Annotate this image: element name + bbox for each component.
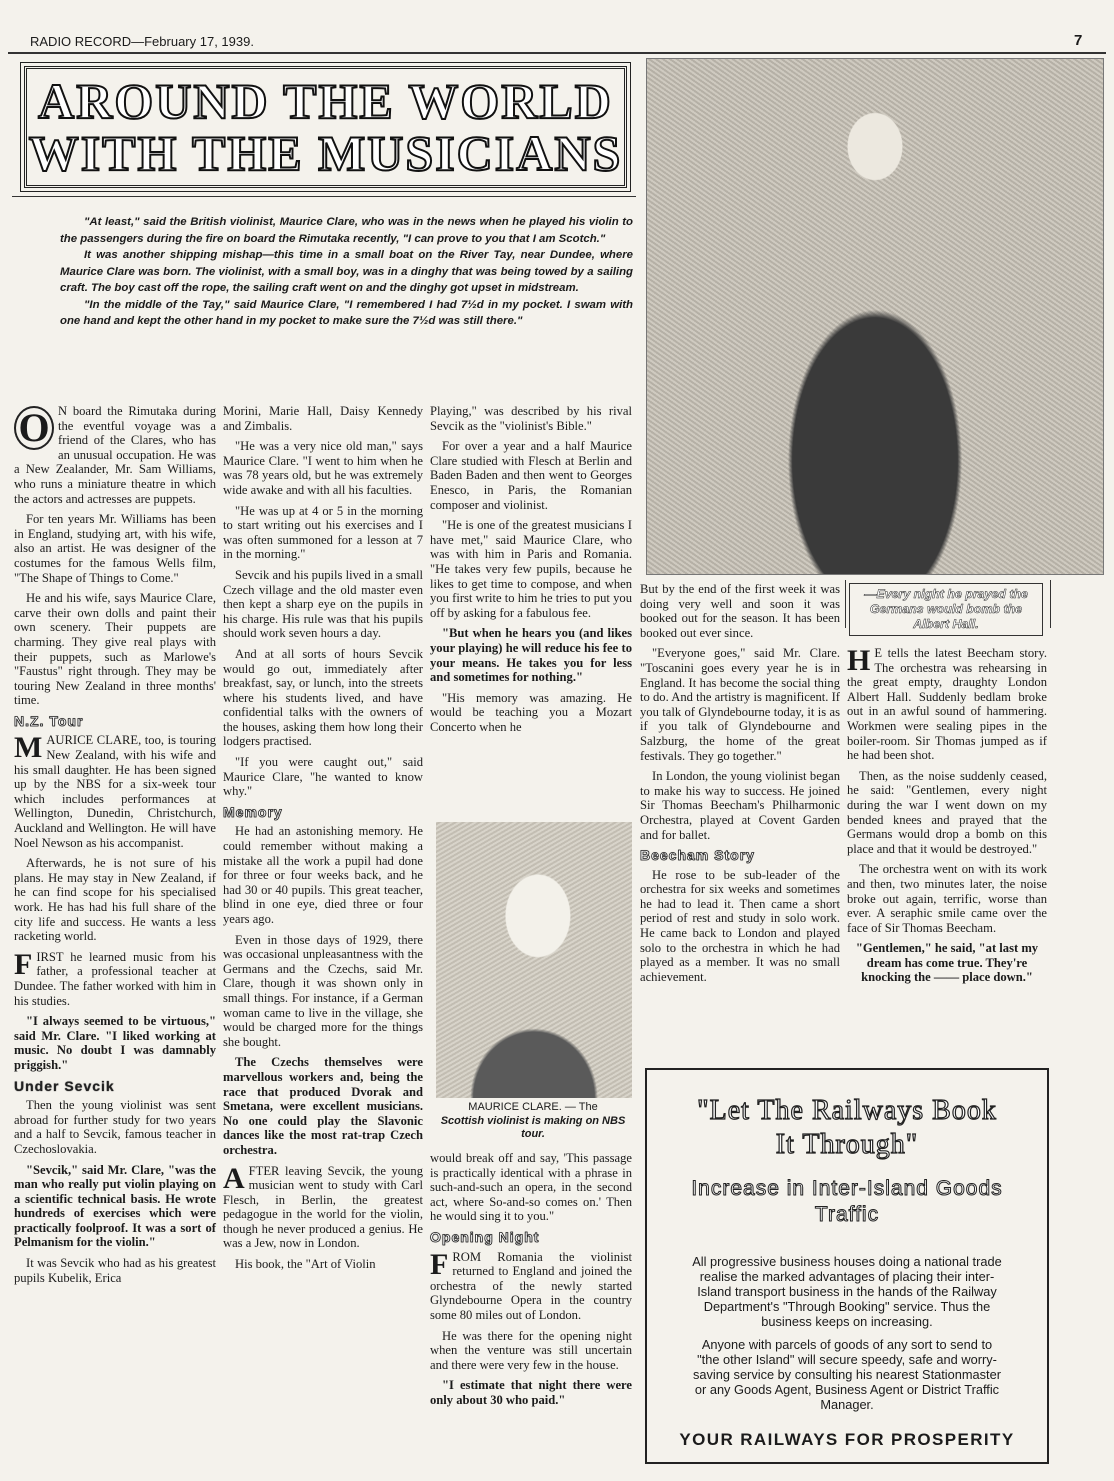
column-1: [14, 404, 216, 1291]
paragraph: In London, the young violinist began to make his way to success. He joined Sir Thomas Beecham's Philharmonic Orchestra, played at Covent Garden and for ballet.: [640, 769, 840, 842]
paragraph: Then, as the noise suddenly ceased, he said: "Gentlemen, every night during the war I went down on my bended knees and prayed that the Germans would drop a bomb on this place and that it would be destroyed.": [847, 768, 1047, 856]
paragraph-text: E tells the latest Beecham story. The orchestra was rehearsing in the great empty, draughty London Albert Hall. Suddenly bedlam broke out in an awful sound of hammering. Workmen were sealing pipes in the boiler-room. Sir Thomas jumped as if he had been shot.: [847, 646, 1047, 763]
paragraph: [847, 646, 1047, 763]
page-number: 7: [1074, 32, 1083, 49]
paragraph: Even in those days of 1929, there was occasional unpleasantness with the Germans and the Czechs, said Mr. Clare, though it was shown only in small things. For instance, if a German woman came to live in the village, she would be charged more for the things she bought.: [223, 932, 423, 1049]
paragraph: "I estimate that night there were only about 30 who paid.": [430, 1378, 632, 1407]
paragraph-text: ROM Romania the violinist returned to England and joined the orchestra of the newly started Glyndebourne Opera in the country some 80 miles out of London.: [430, 1249, 632, 1322]
paragraph-text: AURICE CLARE, too, is touring New Zealand, with his wife and his small daughter. He has been signed up by the NBS for a six-week tour which includes performances at Wellington, Dunedin, Christchurch, Auckland and Wellington. He will have Noel Newson as his accompanist.: [14, 733, 216, 850]
subheading-nz-tour: N.Z. Tour: [14, 712, 84, 729]
paragraph: "Sevcik," said Mr. Clare, "was the man who really put violin playing on a scientific technical basis. He wrote hundreds of exercises which were practically foolproof. It was a sort of Pelmanism for the violin.": [14, 1162, 216, 1250]
paragraph: The orchestra went on with its work and then, two minutes later, the noise broke out again, terrific, worse than ever. A seraphic smile came over the face of Sir Thomas Beecham.: [847, 862, 1047, 935]
paragraph: Afterwards, he is not sure of his plans. He may stay in New Zealand, if he can find scope for his specialised work. He has had his full share of the city life and success. He wants a less racketing world.: [14, 856, 216, 944]
drop-cap: H: [847, 644, 871, 677]
headline-box: [24, 66, 627, 188]
paragraph: It was Sevcik who had as his greatest pupils Kubelik, Erica: [14, 1256, 216, 1285]
caption-line: MAURICE CLARE. — The: [468, 1101, 598, 1113]
paragraph: "I always seemed to be virtuous," said Mr. Clare. "I liked working at music. No doubt I was damnably priggish.": [14, 1014, 216, 1072]
paragraph: His book, the "Art of Violin: [235, 1257, 376, 1272]
ad-subheading-line-2: Traffic: [814, 1203, 880, 1226]
subheading-under-sevcik: Under Sevcik: [14, 1077, 115, 1094]
drop-cap: A: [223, 1161, 245, 1195]
ad-headline-line-1: "Let The Railways Book: [697, 1095, 997, 1126]
column-divider: [1050, 580, 1051, 628]
drop-cap: F: [430, 1247, 449, 1281]
intro-paragraph: It was another shipping mishap—this time in a small boat on the River Tay, near Dundee, where Maurice Clare was born. The violinist, with a small boy, was in a dinghy that was being towed by a sailing craft. The boy cast off the rope, the sailing craft went on and the dinghy got upset in midstream.: [60, 249, 633, 294]
paragraph-text: N board the Rimutaka during the eventful voyage was a friend of the Clares, who has an unusual occupation. He was a New Zealander, Mr. Sam Williams, who runs a miniature theatre in which the actors and actresses are puppets.: [14, 404, 216, 506]
paragraph-text: IRST he learned music from his father, a professional teacher at Dundee. The father worked with him in his studies.: [14, 949, 216, 1008]
photo-portrait-man: [646, 58, 1104, 575]
paragraph-text: FTER leaving Sevcik, the young musician went to study with Carl Flesch, in Berlin, the greatest pedagogue in the world for the violin, though he never produced a genius. He was a Jew, now in London.: [223, 1163, 423, 1251]
railways-advertisement: [645, 1068, 1049, 1464]
paragraph: "His memory was amazing. He would be teaching you a Mozart Concerto when he: [430, 690, 632, 734]
ad-headline-line-2: It Through": [775, 1129, 919, 1160]
paragraph: would break off and say, 'This passage is practically identical with a phrase in such-and-such an opera, in the second act, where So-and-so comes on.' Then he would sing it to you.": [430, 1151, 632, 1224]
drop-cap: M: [14, 731, 43, 765]
column-5: [847, 646, 1047, 991]
photo-caption: [432, 1101, 634, 1142]
subheading-memory: Memory: [223, 803, 283, 820]
paragraph: The Czechs themselves were marvellous workers and, being the race that produced Dvorak and Smetana, were excellent musicians. No one could play the Slavonic dances like the most rat-trap Czech orchestra.: [223, 1055, 423, 1157]
paragraph: "If you were caught out," said Maurice Clare, "he wanted to know why.": [223, 755, 423, 799]
intro-paragraph: "At least," said the British violinist, Maurice Clare, who was in the news when he played his violin to the passengers during the fire on board the Rimutaka recently, "I can prove to you that I am Scotch.": [60, 216, 633, 245]
ad-paragraph: Anyone with parcels of goods of any sort to send to "the other Island" will secure speedy, safe and worry-saving service by consulting his nearest Stationmaster or any Goods Agent, Business Agent or District Traffic Manager.: [693, 1337, 1001, 1412]
headline-line-1: AROUND THE WORLD: [38, 73, 613, 129]
paragraph: He was there for the opening night when the venture was still uncertain and there were very few in the house.: [430, 1328, 632, 1372]
caption-line: Scottish violinist is making on NBS tour.: [440, 1114, 626, 1141]
subheading-beecham-story: Beecham Story: [640, 847, 755, 864]
paragraph: For ten years Mr. Williams has been in England, studying art, with his wife, also an artist. He was designer of the costumes for the famous Wells film, "The Shape of Things to Come.": [14, 512, 216, 585]
paragraph: "But when he hears you (and likes your playing) he will reduce his fee to your means. He takes you for less and sometimes for nothing.": [430, 626, 632, 685]
publication-header: RADIO RECORD—February 17, 1939.: [30, 34, 254, 49]
paragraph: He had an astonishing memory. He could remember without making a mistake all the work a pupil had done for three or four weeks back, and he had 30 or 40 pupils. This great teacher, blind in one eye, died three or four years ago.: [223, 824, 423, 926]
column-3: [430, 404, 632, 740]
paragraph: Then the young violinist was sent abroad for further study for two years and a half to Sevcik, famous teacher in Czechoslovakia.: [14, 1098, 216, 1156]
paragraph: He and his wife, says Maurice Clare, carve their own dolls and paint their own scenery. Their puppets are charming. They give real plays with their puppets, such as Marlowe's "Faustus" right through. They may be touring New Zealand in three months' time.: [14, 591, 216, 708]
paragraph: [223, 1161, 423, 1252]
paragraph: Sevcik and his pupils lived in a small Czech village and the old master even then kept a sharp eye on the pupils in his charge. His rule was that his pupils should work seven hours a day.: [223, 567, 423, 641]
paragraph: He rose to be sub-leader of the orchestra for six weeks and sometimes he had to lead it. Then came a short period of rest and study in solo work. He came back to London and played solo to the orchestra in which he had played as a member. It was no small achievement.: [640, 867, 840, 984]
paragraph: [430, 1247, 632, 1323]
column-4: [640, 582, 840, 990]
paragraph: And at all sorts of hours Sevcik would go out, immediately after breakfast, say, or lunch, into the streets where his students lived, and have confidential talks with the owners of the houses, asking them how long their lodgers practised.: [223, 646, 423, 749]
paragraph: "He was a very nice old man," says Maurice Clare. "I went to him when he was 78 years old, but he was extremely wide awake and with all his faculties.: [223, 439, 423, 497]
paragraph: Playing," was described by his rival Sevcik as the "violinist's Bible.": [430, 404, 632, 433]
paragraph: "Everyone goes," said Mr. Clare. "Toscanini goes every year he is in England. It has become the social thing to do. And the artistry is magnificent. If you talk of Glyndebourne today, it is as if you talk of Glyndebourne and Salzburg, the home of the great festivals. They go together.": [640, 646, 840, 763]
ad-body: [689, 1254, 1005, 1412]
pull-quote-box: —Every night he prayed the Germans would bomb the Albert Hall.: [849, 583, 1043, 636]
paragraph: "Gentlemen," he said, "at last my dream has come true. They're knocking the —— place down.": [855, 941, 1039, 985]
column-3-lower: [430, 1151, 632, 1414]
column-2: [223, 404, 423, 1278]
paragraph: [14, 404, 216, 506]
subheading-opening-night: Opening Night: [430, 1228, 540, 1245]
column-divider: [845, 580, 846, 628]
ad-subheading-line-1: Increase in Inter-Island Goods: [691, 1177, 1003, 1200]
drop-cap: O: [14, 406, 54, 450]
drop-cap: F: [14, 947, 33, 981]
paragraph: But by the end of the first week it was doing very well and soon it was booked out for the season. It has been booked out ever since.: [640, 582, 840, 640]
title-rule: [12, 196, 636, 197]
ad-paragraph: All progressive business houses doing a national trade realise the marked advantages of placing their inter-Island transport business in the hands of the Railway Department's "Through Booking" service. Thus the business keeps on increasing.: [692, 1254, 1002, 1329]
header-rule: [8, 52, 1106, 54]
paragraph: "He is one of the greatest musicians I have met," said Maurice Clare, who was with him in Paris and Romania. "He takes very few pupils, because he likes to get time to compose, and when you first write to him he tries to put you off by asking for a fabulous fee.: [430, 518, 632, 620]
paragraph: For over a year and a half Maurice Clare studied with Flesch at Berlin and Baden Baden and then went to Georges Enesco, in Paris, the Romanian composer and violinist.: [430, 439, 632, 512]
paragraph: Morini, Marie Hall, Daisy Kennedy and Zimbalis.: [223, 404, 423, 433]
paragraph: [14, 733, 216, 850]
intro-paragraph: "In the middle of the Tay," said Maurice Clare, "I remembered I had 7½d in my pocket. I swam with one hand and kept the other hand in my pocket to make sure the 7½d was still there.": [60, 298, 633, 327]
photo-maurice-clare: [436, 822, 632, 1098]
paragraph: [14, 947, 216, 1008]
paragraph: "He was up at 4 or 5 in the morning to start writing out his exercises and I was often summoned for a lesson at 7 in the morning.": [223, 503, 423, 562]
intro-standfirst: [60, 214, 633, 330]
headline-line-2: WITH THE MUSICIANS: [28, 125, 623, 181]
ad-footer-slogan: YOUR RAILWAYS FOR PROSPERITY: [679, 1430, 1015, 1449]
